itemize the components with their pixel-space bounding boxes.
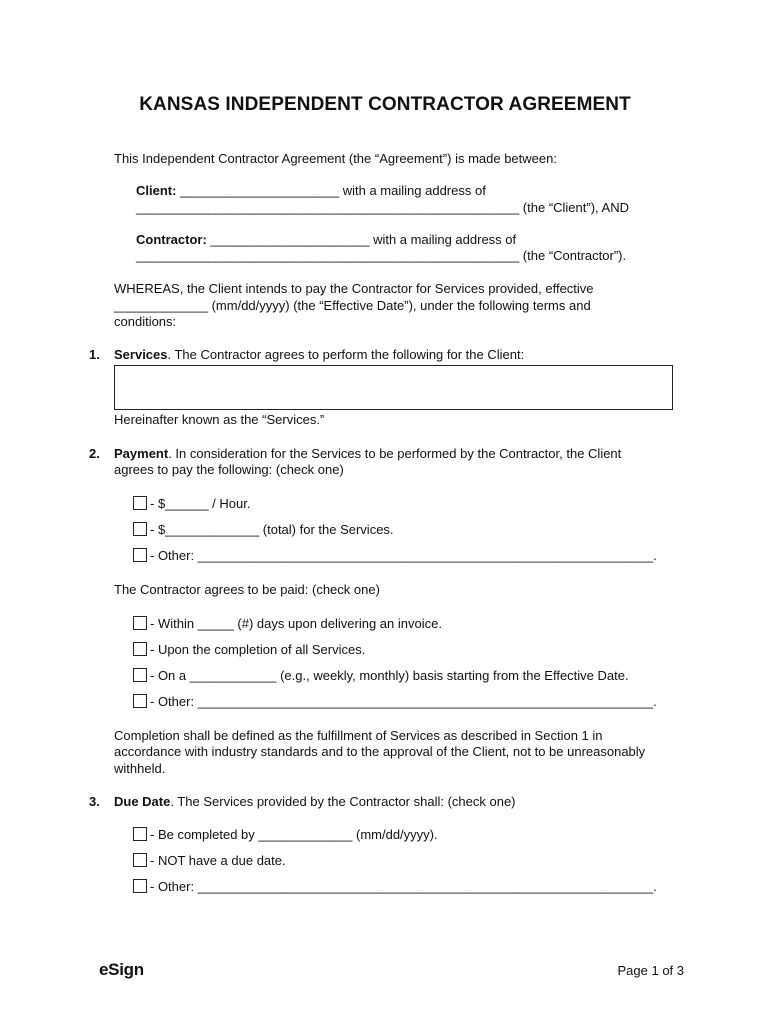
section-3-number: 3. [89,794,100,809]
esign-logo: eSign [99,960,144,979]
section-1-heading-line [114,347,524,362]
due-option-no-due-date [133,851,286,869]
paid-option-label: - Other: _______________________________________________________________. [150,693,657,709]
section-3-text: . The Services provided by the Contractor shall: (check one) [170,794,516,809]
due-option-label: - NOT have a due date. [150,852,286,868]
whereas-line-1: WHEREAS, the Client intends to pay the Contractor for Services provided, effective [114,281,594,296]
checkbox[interactable] [133,827,147,841]
services-after-text: Hereinafter known as the “Services.” [114,412,325,427]
checkbox[interactable] [133,548,147,562]
client-label: Client: [136,183,177,198]
paid-option-periodic [133,666,629,684]
checkbox[interactable] [133,668,147,682]
checkbox[interactable] [133,616,147,630]
payment-option-hourly [133,494,250,512]
contractor-label: Contractor: [136,232,207,247]
section-2-heading: Payment [114,446,169,461]
client-address-blank[interactable]: _____________________________________________________ (the “Client”), AND [136,200,629,215]
section-3-heading-line [114,794,516,809]
completion-line-3: withheld. [114,761,166,776]
paid-option-within-days [133,614,442,632]
paid-option-label: - On a ____________ (e.g., weekly, monthly) basis starting from the Effective Date. [150,667,629,683]
contractor-line-1 [136,232,516,247]
payment-option-other [133,546,657,564]
checkbox[interactable] [133,853,147,867]
completion-line-2: accordance with industry standards and to the approval of the Client, not to be unreasonably [114,744,646,759]
page-number: Page 1 of 3 [617,963,684,978]
section-2-text-line-2: agrees to pay the following: (check one) [114,462,344,477]
due-option-other [133,877,657,895]
paid-option-other [133,692,657,710]
checkbox[interactable] [133,496,147,510]
intro-text: This Independent Contractor Agreement (the “Agreement”) is made between: [114,151,557,166]
due-option-completed-by [133,825,438,843]
completion-line-1: Completion shall be defined as the fulfillment of Services as described in Section 1 in [114,728,603,743]
checkbox[interactable] [133,879,147,893]
contractor-address-blank[interactable]: _____________________________________________________ (the “Contractor”). [136,248,627,263]
client-name-blank[interactable]: ______________________ with a mailing address of [176,183,486,198]
whereas-line-3: conditions: [114,314,177,329]
paid-option-label: - Within _____ (#) days upon delivering an invoice. [150,615,442,631]
paid-option-upon-completion [133,640,365,658]
paid-option-label: - Upon the completion of all Services. [150,641,366,657]
due-option-label: - Be completed by _____________ (mm/dd/yyyy). [150,826,438,842]
payment-option-label: - $_____________ (total) for the Services. [150,521,394,537]
payment-option-label: - Other: _______________________________________________________________. [150,547,657,563]
section-1-heading: Services [114,347,168,362]
checkbox[interactable] [133,694,147,708]
checkbox[interactable] [133,522,147,536]
section-2-heading-line [114,446,621,461]
document-title: KANSAS INDEPENDENT CONTRACTOR AGREEMENT [139,94,631,115]
section-2-text: . In consideration for the Services to be performed by the Contractor, the Client [168,446,622,461]
whereas-line-2[interactable]: _____________ (mm/dd/yyyy) (the “Effective Date”), under the following terms and [114,298,591,313]
paid-intro-text: The Contractor agrees to be paid: (check one) [114,582,380,597]
contractor-name-blank[interactable]: ______________________ with a mailing address of [206,232,517,247]
due-option-label: - Other: _______________________________________________________________. [150,878,657,894]
section-3-heading: Due Date [114,794,171,809]
services-input-box[interactable] [114,365,673,410]
client-line-1 [136,183,486,198]
section-2-number: 2. [89,446,100,461]
checkbox[interactable] [133,642,147,656]
payment-option-label: - $______ / Hour. [150,495,251,511]
section-1-number: 1. [89,347,100,362]
section-1-text: . The Contractor agrees to perform the following for the Client: [167,347,525,362]
payment-option-total [133,520,394,538]
